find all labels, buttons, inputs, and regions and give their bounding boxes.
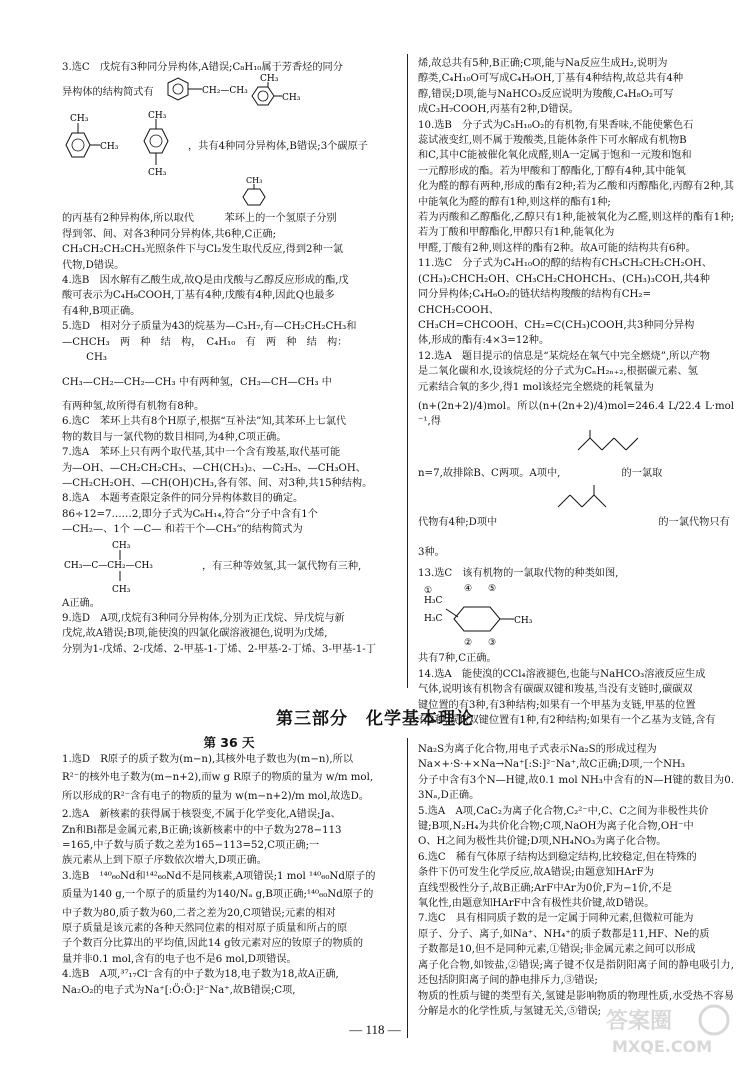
answer-6-line-2: 物的数目与一氯代物的数目相同,为4种,C项正确。 (62, 431, 287, 443)
o-xylene-structure (234, 72, 304, 112)
answer-36-3-line-5: 子个数百分比算出的平均值,因此14 g钕元素对应的钕原子的物质的 (62, 938, 364, 950)
answer-36-5-line-1: 5.选A A项,CaC₂为离子化合物,C₂²⁻中,C、C之间为非极性共价 (418, 805, 709, 817)
watermark-line-2: MXQE.COM (612, 1037, 713, 1056)
answer-36-3-line-3: 中子数为80,质子数为60,二者之差为20,C项错误;元素的相对 (62, 907, 336, 919)
answer-5-line-5: 有两种氢,故所得有机物有8种。 (62, 400, 205, 412)
answer-8-line-3: —CH₂—、1个 —C— 和若干个—CH₃”的结构简式为 (62, 524, 303, 536)
svg-text:CH₂—CH₃: CH₂—CH₃ (201, 86, 248, 97)
section-title: 第三部分 化学基本理论 (276, 709, 474, 729)
answer-7-line-3: —CH₂CH₂OH、—CH(OH)CH₃,各有邻、间、对3种,共15种结构。 (62, 477, 373, 489)
answer-11-line-4: CHCH₂COOH、 (418, 304, 500, 316)
answer-7-line-1: 7.选A 苯环上只有两个取代基,其中一个含有羧基,取代基可能 (62, 447, 341, 459)
answer-3-line-1: 3.选C 戊烷有3种同分异构体,A错误;C₈H₁₀属于芳香烃的同分 (62, 62, 343, 73)
day-title: 第 36 天 (203, 735, 255, 750)
answer-8-line-4: ，有三种等效氢,其一氯代物有三种, (202, 560, 362, 572)
answer-4-line-1: 4.选B 因水解有乙酸生成,故Q是由戊酸与乙醇反应形成的酯,戊 (62, 275, 349, 287)
svg-text:①: ① (424, 586, 433, 597)
svg-text:CH₃: CH₃ (514, 616, 533, 627)
column-divider-bottom (407, 738, 408, 1038)
answer-36-6-line-3: 直线型极性分子,故B正确;ArF中Ar为0价,F为−1价,不是 (418, 882, 672, 894)
answer-36-7-line-4: 离子化合物,如铵盐,②错误;离子键不仅是指阴阳离子间的静电吸引力,还包括阴阳离子间的静电排斥力,③错误; (418, 959, 734, 987)
chlorination-sites-structure (418, 581, 568, 651)
answer-5-line-2: —CHCH₃ 两 种 结 构， C₄H₁₀ 有 两 种 结 构： (62, 336, 348, 348)
answer-36-5-line-2: 键;B项,N₂H₄为共价化合物;C项,NaOH为离子化合物,OH⁻中 (418, 821, 694, 833)
answer-14-line-2: 14.选A 能使溴的CCl₄溶液褪色,也能与NaHCO₃溶液反应生成 (418, 668, 706, 680)
answer-12-line-4: (n+(2n+2)/4)mol。所以(n+(2n+2)/4)mol=246.4 L/22.4 L·mol⁻¹,得 (418, 400, 734, 428)
answer-11-line-5: CH₃CH=CHCOOH、CH₂=C(CH₃)COOH,共3种同分异构 (418, 319, 695, 331)
answer-36-4-cont-2: Na×+·S·+×Na→Na⁺[:S:]²⁻Na⁺,故C正确;D项,一个NH₃ (418, 759, 685, 771)
answer-36-7-line-2: 原子、分子、离子,如Na⁺、NH₄⁺的质子数都是11,HF、Ne的质 (418, 928, 710, 940)
answer-36-3-line-6: 量并非0.1 mol,含有的电子也不是6 mol,D项错误。 (62, 953, 297, 965)
answer-9-line-2: 戊烷,故A错误;B项,能使溴的四氯化碳溶液褪色,说明为戊烯, (62, 628, 328, 640)
answer-14-line-3: 气体,说明该有机物含有碳碳双键和羧基,当没有支链时,碳碳双 (418, 684, 693, 696)
svg-text:CH₃: CH₃ (148, 111, 167, 122)
answer-3-line-4: 的丙基有2种异构体,所以取代 苯环上的一个氢原子分别 (62, 213, 337, 225)
answer-13-line-1: 13.选C 该有机物的一氯取代物的种类如图, (418, 567, 619, 579)
right-column (418, 56, 734, 728)
answer-3-line-2: 异构体的结构简式有 (62, 86, 154, 98)
answer-9-cont-2: 醇类,C₄H₁₀O可写成C₄H₉OH,丁基有4种结构,故总共有4种 (418, 73, 684, 85)
svg-text:CH₃: CH₃ (70, 114, 89, 125)
answer-36-3-line-1: 3.选B ¹⁴⁰₆₀Nd和¹⁴²₆₀Nd不是同核素,A项错误;1 mol ¹⁴⁰₆₀Nd原子的 (62, 870, 376, 882)
column-divider-top (407, 54, 408, 688)
svg-text:④: ④ (464, 584, 473, 595)
watermark-line-1: 答案圈 (606, 1009, 673, 1034)
answer-9-line-3: 分别为1-戊烯、2-戊烯、2-甲基-1-丁烯、2-甲基-2-丁烯、3-甲基-1-丁 (62, 643, 376, 655)
answer-36-4-cont-3: 分子中含有3个N—H键,故0.1 mol NH₃中含有的N—H键的数目为0.3Nₐ,D正确。 (418, 774, 734, 802)
heptane-branch-structure-b (548, 483, 668, 517)
page-number: — 118 — (349, 1022, 401, 1037)
answer-36-3-line-2: 质量为140 g,一个原子的质量约为140/Nₐ g,B项正确;¹⁴⁰₆₀Nd原子的 (62, 889, 374, 901)
answer-10-line-4: 一元醇形成的酯。若为甲酸和丁醇酯化,丁醇有4种,其中能氧 (418, 165, 686, 177)
answer-36-7-line-3: 子数都是10,但不是同种元素,①错误;非金属元素之间可以形成 (418, 944, 696, 956)
svg-text:CH₃: CH₃ (246, 176, 263, 186)
answer-36-1-line-2: R²⁻的核外电子数为(m−n+2),而w g R原子的物质的量为 w/m mol, (62, 772, 374, 784)
answer-12-line-3: 元素结合氧的多少,得1 mol该烃完全燃烧的耗氧量为 (418, 381, 654, 393)
answer-36-6-line-4: 氧化性,由题意知HArF中含有极性共价键,故D错误。 (418, 898, 655, 910)
answer-4-line-2: 酸可表示为C₄H₉COOH,丁基有4种,戊酸有4种,因此Q也最多 (62, 290, 335, 302)
answer-36-2-line-1: 2.选A 新核素的获得属于核裂变,不属于化学变化,A错误;Ja、 (62, 809, 341, 821)
answer-8-line-5: A正确。 (62, 597, 100, 609)
answer-10-line-2: 蕊试液变红,则不属于羧酸类,且能体条件下可水解成有机物B (418, 135, 687, 147)
left-column (62, 60, 396, 657)
answer-36-3-line-4: 原子质量是该元素的各种天然同位素的相对原子质量和所占的原 (62, 923, 348, 935)
answer-11-line-6: 体,形成的酯有:4×3=12种。 (418, 335, 550, 347)
answer-6-line-1: 6.选C 苯环上共有8个H原子,根据“互补法”知,其苯环上七氯代 (62, 416, 347, 428)
answer-36-1-line-3: 所以形成的R²⁻含有电子的物质的量为 w(m−n+2)/m mol,故选D。 (62, 790, 369, 802)
p-xylene-structure (138, 109, 188, 183)
answer-36-1-line-1: 1.选D R原子的质子数为(m−n),其核外电子数也为(m−n),所以 (62, 754, 354, 765)
svg-text:CH₃: CH₃ (148, 168, 167, 179)
answer-36-7-line-1: 7.选C 具有相同质子数的是一定属于同种元素,但微粒可能为 (418, 913, 694, 925)
answer-10-line-5: 化为醛的醇有两种,形成的酯有2种;若为乙酸和丙醇酯化,丙醇有2种,其中能氧化为醛的醇有1种,则这样的酯有1种; (418, 181, 734, 208)
ethylbenzene-structure (154, 75, 248, 109)
dimethylbutane-structure (62, 538, 202, 596)
answer-8-line-2: 86÷12=7……2,即分子式为C₆H₁₄,符合“分子中含有1个 (62, 508, 318, 520)
answer-12-line-5: n=7,故排除B、C两项。A项中, 的一氯取 (418, 467, 663, 479)
svg-text:CH₃—C—CH₂—CH₃: CH₃—C—CH₂—CH₃ (64, 560, 153, 571)
answer-36-4-line-2: Na₂O₂的电子式为Na⁺[:Ö:Ö:]²⁻Na⁺,故B错误;C项, (62, 984, 296, 996)
answer-36-2-line-4: 族元素从上到下原子序数依次增大,D项正确。 (62, 855, 267, 867)
answer-10-line-3: 和C,其中C能被催化氧化成醛,则A一定属于饱和一元羧和饱和 (418, 150, 692, 162)
svg-text:③: ③ (488, 638, 497, 649)
answer-10-line-6: 若为丙酸和乙醇酯化,乙醇只有1种,能被氧化为乙醛,则这样的酯有1种;若为丁酸和甲醇酯化,甲醇只有1种,能氧化为 (418, 212, 734, 239)
answer-14-line-4: 键位置的有3种,有3种结构;如果有一个甲基为支链,甲基的位置 (418, 699, 696, 711)
answer-36-5-line-3: O、H之间为极性共价键;D项,NH₄NO₃为离子化合物。 (418, 836, 667, 848)
m-xylene-structure (62, 111, 124, 181)
answer-14-line-5: 有2种,碳碳双键位置有1种,有2种结构;如果有一个乙基为支链,含有 (418, 715, 716, 726)
answer-36-7-line-5: 物质的性质与键的类型有关,氢键是影响物质的物理性质,水受热不容易分解是水的化学性质,与氢键无关,⑤错误; (418, 990, 734, 1017)
answer-9-line-1: 9.选D A项,戊烷有3种同分异构体,分别为正戊烷、异戊烷与新 (62, 612, 345, 624)
site-watermark-logo (602, 1000, 732, 1058)
answer-4-line-3: 有4种,B项正确。 (62, 305, 141, 317)
answer-10-line-7: 甲醛,丁酸有2种,则这样的酯有2种。故A可能的结构共有6种。 (418, 242, 696, 254)
svg-text:CH₃: CH₃ (112, 584, 131, 595)
bottom-left-column (62, 752, 396, 998)
answer-9-cont-1: 烯,故总共有5种,B正确;C项,能与Na反应生成H₂,说明为 (418, 58, 668, 69)
bottom-right-column (418, 742, 734, 1019)
svg-text:H₃C: H₃C (424, 614, 443, 625)
answer-3-line-3: ，共有4种同分异构体,B错误;3个碳原子 (188, 140, 368, 152)
answer-12-line-6: 代物有4种;D项中 (418, 517, 498, 529)
svg-text:CH₃: CH₃ (259, 74, 279, 85)
answer-36-4-cont-1: Na₂S为离子化合物,用电子式表示Na₂S的形成过程为 (418, 744, 657, 755)
answer-5-line-1: 5.选D 相对分子质量为43的烷基为—C₃H₇,有—CH₂CH₂CH₃和 (62, 321, 357, 333)
answer-12-line-8: 3种。 (418, 546, 445, 558)
answer-5-line-4: CH₃—CH₂—CH₂—CH₃ 中有两种氢，CH₃—CH—CH₃ 中 (62, 377, 332, 389)
svg-text:H₃C: H₃C (424, 596, 443, 607)
answer-36-4-line-1: 4.选B A项,³⁷₁₇Cl⁻含有的中子数为18,电子数为18,故A正确, (62, 969, 339, 981)
answer-12-line-2: 是二氧化碳和水,设该烷烃的分子式为CₙH₂ₙ₊₂,根据碳元素、氢 (418, 366, 698, 378)
answer-36-6-line-2: 条件下仍可发生化学反应,故A错误;由题意知HArF为 (418, 867, 654, 879)
answer-9-cont-4: 成C₃H₇COOH,丙基有2种,D错误。 (418, 104, 579, 116)
answer-5-line-3: CH₃ (76, 352, 107, 364)
answer-36-2-line-3: =165,中子数与质子数之差为165−113=52,C项正确;一 (62, 840, 320, 852)
svg-text:CH₃: CH₃ (112, 540, 131, 551)
answer-7-line-2: 为—OH、—CH₂CH₂CH₃、—CH(CH₃)₂、—C₂H₅、—CH₃OH、 (62, 462, 366, 474)
answer-3-line-6: CH₃CH₂CH₂CH₃光照条件下与Cl₂发生取代反应,得到2种一氯 (62, 244, 344, 256)
answer-11-line-1: 11.选C 分子式为C₄H₁₀O的醇的结构有CH₃CH₂CH₂CH₂OH、 (418, 258, 713, 270)
answer-11-line-3: 同分异构体;C₄H₆O₂的链状结构羧酸的结构有CH₂= (418, 289, 652, 301)
svg-text:②: ② (464, 638, 473, 649)
answer-11-line-2: (CH₃)₂CHCH₂OH、CH₃CH₂CHOHCH₃、(CH₃)₃COH,共4种 (418, 273, 710, 285)
answer-36-2-line-2: Zn和Bi都是金属元素,B正确;该新核素中的中子数为278−113 (62, 824, 342, 836)
answer-12-line-7: 的一氯代物只有 (597, 517, 730, 529)
svg-text:CH₃: CH₃ (281, 93, 301, 104)
answer-3-line-7: 代物,D错误。 (62, 259, 125, 271)
answer-8-line-1: 8.选A 本题考查限定条件的同分异构体数目的确定。 (62, 493, 304, 505)
answer-14-line-1: 共有7种,C正确。 (418, 653, 497, 665)
svg-text:⑤: ⑤ (488, 584, 497, 595)
answer-36-6-line-1: 6.选C 稀有气体原子结构达到稳定结构,比较稳定,但在特殊的 (418, 851, 697, 863)
heptane-branch-structure-a (568, 430, 688, 460)
answer-9-cont-3: 醇,错误;D项,能与NaHCO₃反应说明为羧酸,C₄H₈O₂可写 (418, 88, 674, 100)
answer-12-line-1: 12.选A 题目提示的信息是“某烷烃在氧气中完全燃烧”,所以产物 (418, 350, 710, 362)
answer-3-line-5: 得到邻、间、对各3种同分异构体,共6种,C正确; (62, 228, 277, 240)
svg-text:CH₃: CH₃ (100, 142, 119, 153)
toluene-structure (234, 175, 274, 207)
answer-10-line-1: 10.选B 分子式为C₅H₁₀O₂的有机物,有果香味,不能使紫色石 (418, 119, 694, 131)
